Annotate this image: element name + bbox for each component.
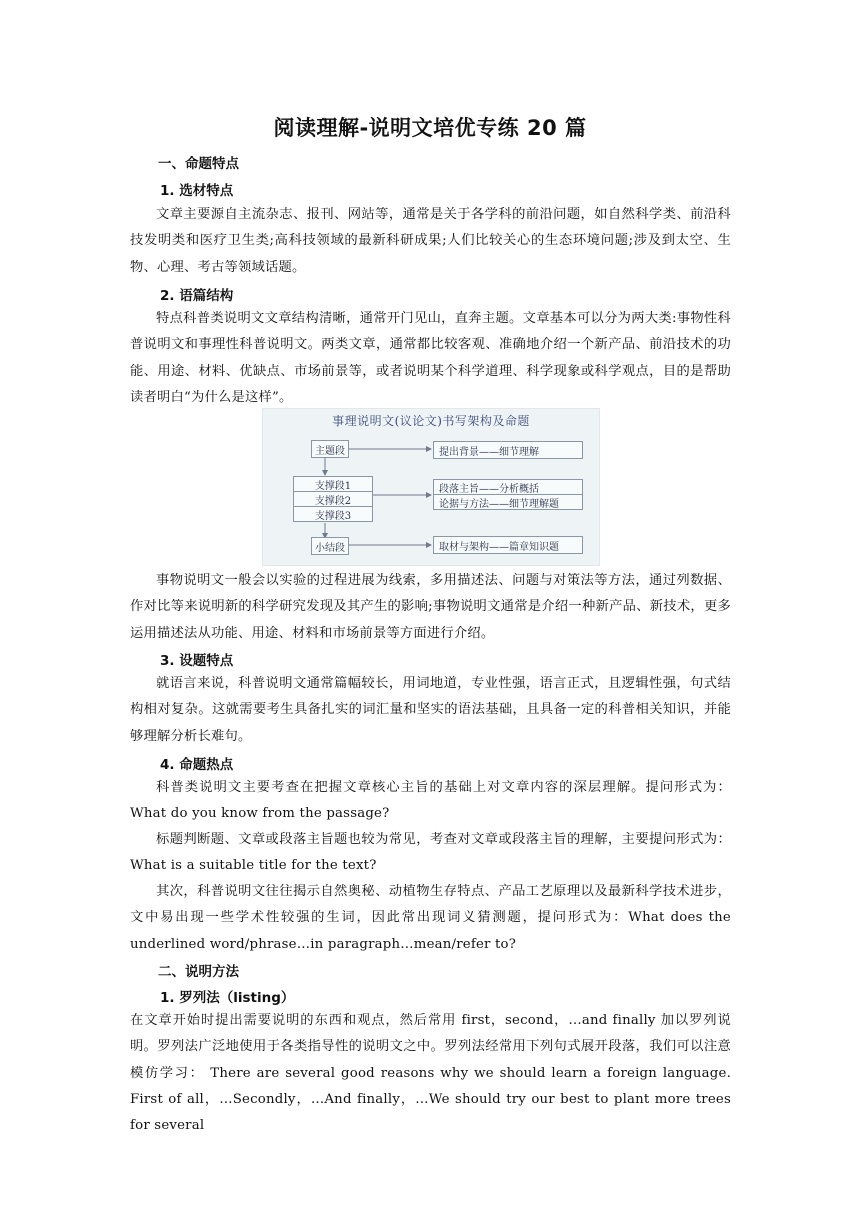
diagram-box-support-3: 支撑段3 [293,506,373,522]
sub3-heading: 3. 设题特点 [160,653,234,669]
diagram-title: 事理说明文(议论文)书写架构及命题 [332,414,530,428]
diagram-box-evidence: 论据与方法——细节理解题 [433,494,583,510]
section1-heading: 一、命题特点 [158,156,239,172]
sub4-paragraph-1: 科普类说明文主要考查在把握文章核心主旨的基础上对文章内容的深层理解。提问形式为：What do you know from the passage? [130,780,731,822]
diagram-box-background: 提出背景——细节理解 [433,441,583,459]
diagram-box-support-1: 支撑段1 [293,476,373,492]
diagram-box-summary: 小结段 [311,537,349,555]
sub2-paragraph-2: 事物说明文一般会以实验的过程进展为线索，多用描述法、问题与对策法等方法，通过列数据、作对比等来说明新的科学研究发现及其产生的影响;事物说明文通常是介绍一种新产品、新技术，更多运用描述法从功能、用途、材料和市场前景等方面进行介绍。 [130,573,731,641]
sub4-heading: 4. 命题热点 [160,757,234,773]
sub1-paragraph: 文章主要源自主流杂志、报刊、网站等，通常是关于各学科的前沿问题，如自然科学类、前沿科技发明类和医疗卫生类;高科技领域的最新科研成果;人们比较关心的生态环境问题;涉及到太空、生物、心理、考古等领域话题。 [130,207,731,275]
sub2-paragraph-1: 特点科普类说明文文章结构清晰，通常开门见山，直奔主题。文章基本可以分为两大类:事物性科普说明文和事理性科普说明文。两类文章，通常都比较客观、准确地介绍一个新产品、前沿技术的功能、用途、材料、优缺点、市场前景等，或者说明某个科学道理、科学现象或科学观点，目的是帮助读者明白“为什么是这样”。 [130,311,731,405]
sub2-heading: 2. 语篇结构 [160,288,234,304]
listing-paragraph: 在文章开始时提出需要说明的东西和观点，然后常用 first，second，…and finally 加以罗列说明。罗列法广泛地使用于各类指导性的说明文之中。罗列法经常用下列句式展开段落，我们可以注意模仿学习： There are several good reasons why we should learn a foreign language. First of all，…Secondly，…And finally，…We should try our best to plant more trees for several [130,1013,731,1134]
sub3-paragraph: 就语言来说，科普说明文通常篇幅较长，用词地道，专业性强，语言正式，且逻辑性强，句式结构相对复杂。这就需要考生具备扎实的词汇量和坚实的语法基础，且具备一定的科普相关知识，并能够理解分析长难句。 [130,676,731,744]
diagram-box-topic: 主题段 [311,440,349,458]
diagram-box-main-idea: 段落主旨——分析概括 [433,479,583,495]
section2-heading: 二、说明方法 [158,964,239,980]
sub1-heading: 1. 选材特点 [160,183,234,199]
structure-diagram [262,408,600,566]
sub4-paragraph-3: 其次，科普说明文往往揭示自然奥秘、动植物生存特点、产品工艺原理以及最新科学技术进步，文中易出现一些学术性较强的生词，因此常出现词义猜测题，提问形式为：What does the underlined word/phrase…in paragraph…mean/refer to? [130,884,731,952]
listing-heading: 1. 罗列法（listing） [160,990,295,1006]
document-title: 阅读理解-说明文培优专练 20 篇 [273,116,587,140]
diagram-box-support-2: 支撑段2 [293,491,373,507]
diagram-box-structure: 取材与架构——篇章知识题 [433,536,583,554]
sub4-paragraph-2: 标题判断题、文章或段落主旨题也较为常见，考查对文章或段落主旨的理解，主要提问形式为：What is a suitable title for the text? [130,832,731,874]
